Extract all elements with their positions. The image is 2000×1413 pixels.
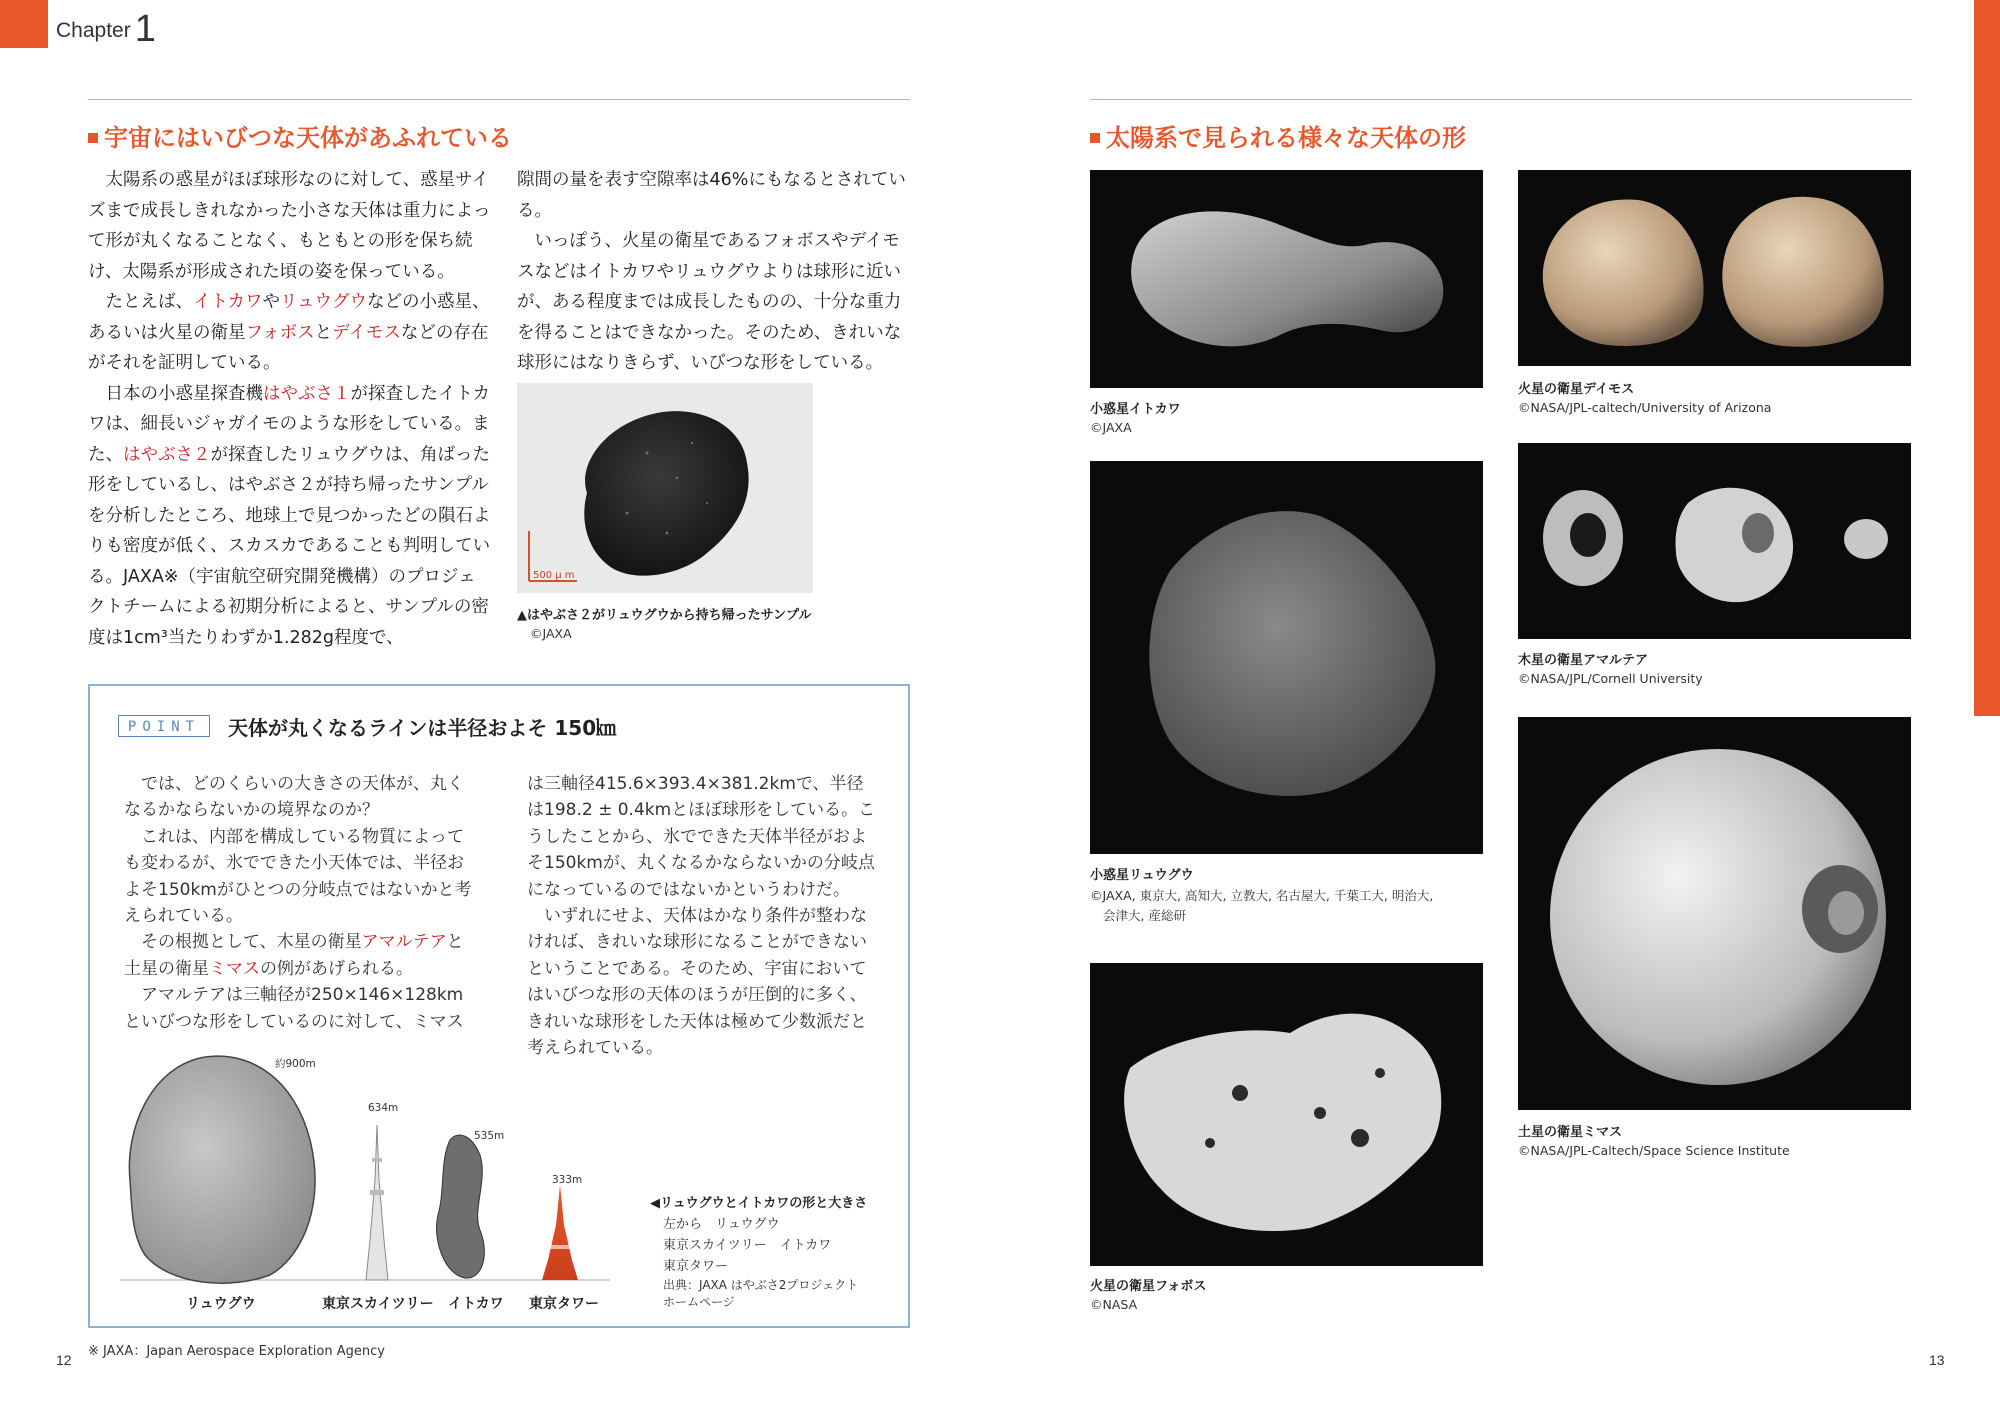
left-col2-text (517, 165, 912, 379)
chapter-word: Chapter (56, 19, 131, 42)
sample-rock-image (517, 383, 813, 593)
mimas-photo (1518, 717, 1911, 1110)
paragraph: いずれにせよ、天体はかなり条件が整わなければ、きれいな球形になることができないということである。そのため、宇宙においてはいびつな形の天体のほうが圧倒的に多く、きれいな球形をした天体は極めて少数派だと考えられている。 (527, 906, 867, 1059)
figure-caption-source: 出典：JAXA はやぶさ2プロジェクト (663, 1278, 859, 1292)
page-number-left: 12 (56, 1352, 72, 1368)
figure-caption-line: 左から リュウグウ (663, 1217, 780, 1232)
height-label-itokawa: 535m (474, 1130, 505, 1142)
mimas-title: 土星の衛星ミマス (1518, 1125, 1623, 1140)
paragraph: では、どのくらいの大きさの天体が、丸くなるかならないかの境界なのか？ (124, 774, 464, 821)
mimas-credit: ©NASA/JPL-Caltech/Space Science Institute (1518, 1143, 1790, 1158)
right-section-heading: 太陽系で見られる様々な天体の形 (1090, 118, 1466, 153)
name-tower: 東京タワー (529, 1296, 599, 1312)
phobos-photo (1090, 963, 1483, 1266)
itokawa-photo (1090, 170, 1483, 388)
chapter-label (56, 8, 156, 51)
height-label-ryugu: 約900m (275, 1058, 316, 1070)
point-col2-text (527, 771, 879, 1061)
paragraph: 太陽系の惑星がほぼ球形なのに対して、惑星サイズまで成長しきれなかった小さな天体は重力によって形が丸くなることなく、もともとの形を保ち続け、太陽系が形成された頃の姿を保っている。 (88, 170, 491, 282)
paragraph: たとえば、イトカワやリュウグウなどの小惑星、あるいは火星の衛星フォボスとデイモスなどの存在がそれを証明している。 (88, 292, 490, 373)
chapter-number: 1 (134, 8, 156, 50)
ryugu-image (1090, 461, 1483, 854)
sample-caption: ▲はやぶさ２がリュウグウから持ち帰ったサンプル (517, 608, 812, 623)
ryugu-photo (1090, 461, 1483, 854)
side-tab (1974, 0, 2000, 716)
amalthea-credit: ©NASA/JPL/Cornell University (1518, 671, 1703, 686)
square-bullet-icon (1090, 133, 1100, 143)
sample-credit: ©JAXA (530, 626, 572, 641)
paragraph: 隙間の量を表す空隙率は46%にもなるとされている。 (517, 170, 906, 221)
deimos-title: 火星の衛星デイモス (1518, 382, 1635, 397)
left-col1-text (88, 165, 493, 653)
name-skytree: 東京スカイツリー (322, 1296, 434, 1312)
phobos-title: 火星の衛星フォボス (1090, 1279, 1207, 1294)
paragraph: は三軸径415.6×393.4×381.2kmで、半径は198.2 ± 0.4kmとほぼ球形をしている。こうしたことから、氷でできた天体半径がおよそ150kmが、丸くなるかならないかの分岐点になっているのではないかというわけだ。 (527, 774, 876, 900)
name-ryugu: リュウグウ (186, 1296, 256, 1312)
deimos-image (1518, 170, 1911, 366)
figure-caption-title: ◀リュウグウとイトカワの形と大きさ (650, 1196, 868, 1211)
size-comparison-figure (120, 1040, 620, 1290)
height-label-skytree: 634m (368, 1102, 399, 1114)
itokawa-image (1090, 170, 1483, 388)
square-bullet-icon (88, 133, 98, 143)
ryugu-credit-line2: 会津大, 産総研 (1103, 908, 1186, 923)
phobos-credit: ©NASA (1090, 1297, 1138, 1312)
paragraph: いっぽう、火星の衛星であるフォボスやデイモスなどはイトカワやリュウグウよりは球形に近いが、ある程度までは成長したものの、十分な重力を得ることはできなかった。そのため、きれいな球形にはなりきらず、いびつな形をしている。 (517, 231, 902, 373)
left-top-rule (88, 99, 910, 100)
sample-photo (517, 383, 813, 593)
name-itokawa: イトカワ (448, 1296, 504, 1312)
amalthea-image (1518, 443, 1911, 639)
deimos-credit: ©NASA/JPL-caltech/University of Arizona (1518, 400, 1772, 415)
figure-caption-line: 東京タワー (663, 1259, 729, 1274)
figure-caption-source: ホームページ (663, 1295, 735, 1309)
point-badge: POINT (118, 715, 210, 737)
amalthea-title: 木星の衛星アマルテア (1518, 653, 1649, 668)
paragraph: アマルテアは三軸径が250×146×128kmといびつな形をしているのに対して、ミマス (124, 985, 464, 1032)
mimas-image (1518, 717, 1911, 1110)
point-col1-text (124, 771, 474, 1035)
figure-caption (650, 1193, 867, 1311)
scale-label: 500 μ m (533, 570, 575, 581)
paragraph: その根拠として、木星の衛星アマルテアと土星の衛星ミマスの例があげられる。 (124, 932, 464, 979)
itokawa-credit: ©JAXA (1090, 420, 1132, 435)
ryugu-title: 小惑星リュウグウ (1090, 868, 1194, 883)
right-top-rule (1090, 99, 1912, 100)
phobos-image (1090, 963, 1483, 1266)
size-comparison-drawing (120, 1040, 620, 1290)
paragraph: これは、内部を構成している物質によっても変わるが、氷でできた小天体では、半径およそ150kmがひとつの分岐点ではないかと考えられている。 (124, 826, 472, 927)
ryugu-credit: ©JAXA, 東京大, 高知大, 立教大, 名古屋大, 千葉工大, 明治大, (1090, 888, 1434, 903)
itokawa-title: 小惑星イトカワ (1090, 402, 1181, 417)
paragraph: 日本の小惑星探査機はやぶさ１が探査したイトカワは、細長いジャガイモのような形をしている。また、はやぶさ２が探査したリュウグウは、角ばった形をしているし、はやぶさ２が持ち帰ったサンプルを分析したところ、地球上で見つかったどの隕石よりも密度が低く、スカスカであることも判明している。JAXA※（宇宙航空研究開発機構）のプロジェクトチームによる初期分析によると、サンプルの密度は1cm³当たりわずか1.282g程度で、 (88, 383, 491, 648)
footnote: ※ JAXA：Japan Aerospace Exploration Agency (88, 1344, 385, 1359)
page-number-right: 13 (1929, 1352, 1945, 1368)
figure-caption-line: 東京スカイツリー イトカワ (663, 1238, 832, 1253)
amalthea-photo (1518, 443, 1911, 639)
height-label-tower: 333m (552, 1174, 583, 1186)
point-title: 天体が丸くなるラインは半径およそ 150㎞ (228, 716, 617, 740)
left-section-heading: 宇宙にはいびつな天体があふれている (88, 118, 512, 153)
chapter-tab (0, 0, 48, 48)
deimos-photo (1518, 170, 1911, 366)
